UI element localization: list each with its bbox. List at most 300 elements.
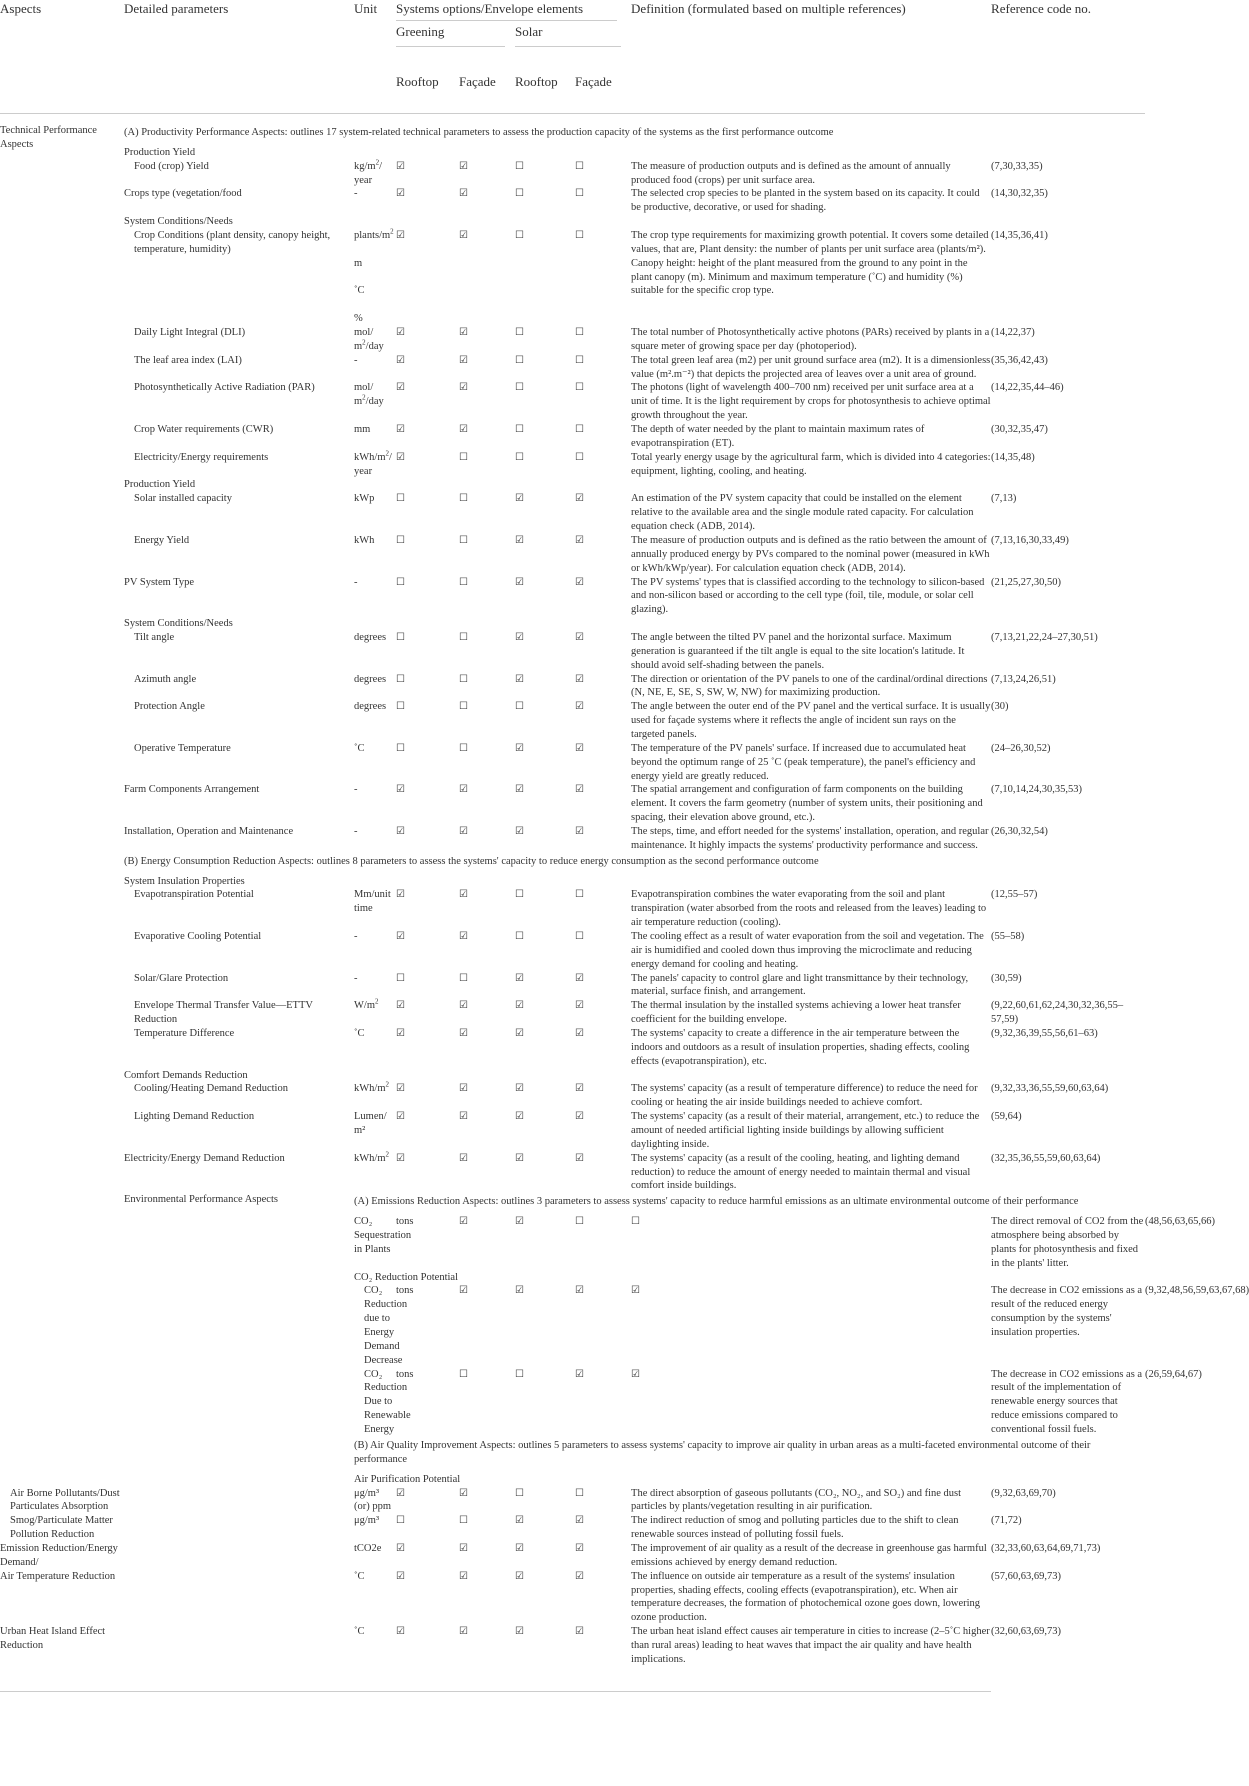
check-solar-rooftop: ☑: [515, 493, 524, 505]
header-aspects: Aspects: [0, 1, 42, 16]
check-greening-rooftop: ☑: [396, 451, 405, 463]
check-solar-rooftop: ☑: [515, 1152, 524, 1164]
check-solar-rooftop: ☐: [515, 188, 524, 200]
definition-text: The systems' capacity (as a result of the cooling, heating, and lighting demand reduction) to reduce the amount of energy needed to maintain thermal and visual comfort inside buildings.: [631, 1152, 971, 1192]
check-solar-facade: ☑: [575, 576, 584, 588]
definition-text: The spatial arrangement and configuration of farm components on the building element. It covers the farm geometry (number of system units, their positioning and spacing, their elevation above ground, etc.).: [631, 784, 983, 824]
check-greening-facade: ☐: [459, 576, 468, 588]
check-solar-facade: ☑: [575, 1000, 584, 1012]
check-solar-rooftop: ☐: [515, 354, 524, 366]
param-label: Azimuth angle: [134, 673, 197, 685]
check-solar-facade: ☐: [575, 889, 584, 901]
group-production-yield: Production Yield: [124, 479, 196, 491]
check-greening-rooftop: ☐: [396, 493, 405, 505]
check-solar-rooftop: ☑: [515, 1083, 524, 1095]
check-greening-rooftop: ☐: [396, 631, 405, 643]
unit-value: kWh/$m^2$: [354, 1150, 389, 1164]
group-insulation: System Insulation Properties: [124, 875, 245, 887]
unit-value: mol/ $m^2$/day: [354, 382, 384, 408]
check-solar-rooftop: ☑: [515, 1111, 524, 1123]
check-greening-facade: ☑: [459, 1570, 468, 1582]
param-label: Cooling/Heating Demand Reduction: [134, 1083, 288, 1095]
reference-codes: (9,32,63,69,70): [991, 1487, 1056, 1499]
param-label: Protection Angle: [134, 701, 205, 713]
group-air-purification: Air Purification Potential: [354, 1473, 461, 1485]
check-solar-rooftop: ☑: [575, 1285, 584, 1297]
table-row: [0, 930, 1145, 972]
check-solar-facade: ☐: [631, 1216, 641, 1228]
header-solar-facade: Façade: [575, 73, 631, 114]
reference-codes: (7,13,21,22,24–27,30,51): [991, 631, 1098, 643]
reference-codes: (32,33,60,63,64,69,71,73): [991, 1542, 1101, 1554]
definition-text: The indirect reduction of smog and polluting particles due to the shift to clean renewable sources instead of polluting fossil fuels.: [631, 1515, 959, 1541]
definition-text: The total green leaf area (m2) per unit ground surface area (m2). It is a dimensionless value (m².m⁻²) that depicts the projected area of leaves over a unit area of ground.: [631, 354, 991, 380]
check-solar-facade: ☐: [575, 230, 584, 242]
table-row: [0, 1152, 1145, 1194]
unit-value: tons: [396, 1285, 414, 1297]
param-label: Daily Light Integral (DLI): [134, 327, 246, 339]
check-solar-rooftop: ☑: [515, 1515, 524, 1527]
check-solar-rooftop: ☐: [515, 424, 524, 436]
definition-text: The panels' capacity to control glare and light transmittance by their technology, material, surface finish, and arrangement.: [631, 972, 969, 998]
check-greening-rooftop: ☑: [459, 1216, 468, 1228]
check-solar-facade: ☑: [575, 1111, 584, 1123]
header-greening: Greening: [396, 23, 515, 73]
reference-codes: (7,13): [991, 493, 1017, 505]
check-greening-facade: ☐: [459, 673, 468, 685]
check-greening-rooftop: ☑: [396, 160, 405, 172]
check-solar-facade: ☑: [575, 1515, 584, 1527]
check-solar-facade: ☐: [575, 451, 584, 463]
group-system-conditions: System Conditions/Needs: [124, 216, 233, 228]
param-label: Evaporative Cooling Potential: [134, 930, 262, 942]
check-greening-rooftop: ☑: [396, 1570, 405, 1582]
check-greening-rooftop: ☑: [396, 1028, 405, 1039]
check-solar-rooftop: ☑: [515, 784, 524, 796]
check-greening-rooftop: ☑: [396, 424, 405, 436]
definition-text: The depth of water needed by the plant to maintain maximum rates of evapotranspiration (ET).: [631, 424, 925, 449]
unit-value: Mm/unit time: [354, 889, 391, 915]
check-greening-facade: ☐: [459, 631, 468, 643]
param-label: Air Borne Pollutants/Dust Particulates Absorption: [10, 1487, 120, 1513]
reference-codes: (30,32,35,47): [991, 424, 1048, 436]
unit-value: tons: [396, 1216, 414, 1228]
check-solar-rooftop: ☐: [515, 701, 524, 713]
check-greening-rooftop: ☑: [396, 889, 405, 901]
header-greening-rooftop: Rooftop: [396, 73, 459, 114]
unit-value: degrees: [354, 673, 387, 685]
check-solar-facade: ☑: [575, 742, 584, 754]
aspect-environmental: Environmental Performance Aspects: [124, 1194, 278, 1206]
reference-codes: (7,30,33,35): [991, 160, 1043, 172]
table-row: [0, 825, 1145, 853]
check-greening-rooftop: ☐: [396, 1515, 405, 1527]
reference-codes: (9,32,36,39,55,56,61–63): [991, 1028, 1098, 1039]
check-solar-rooftop: ☑: [515, 1542, 524, 1554]
definition-text: The direct removal of CO2 from the atmosphere being absorbed by plants for photosynthesis and fixed in the plants' litter.: [991, 1216, 1144, 1269]
definition-text: Evapotranspiration combines the water evaporating from the soil and plant transpiration (water absorbed from the roots and released from the leaves) leading to air temperature reduction (cooling).: [631, 889, 987, 929]
check-greening-facade: ☑: [459, 1028, 468, 1039]
definition-text: The urban heat island effect causes air temperature in cities to increase (2–5˚C higher than rural areas) leading to heat waves that impact the air quality and have health implications.: [631, 1626, 990, 1665]
check-greening-facade: ☑: [459, 1000, 468, 1012]
check-greening-facade: ☑: [515, 1216, 524, 1228]
check-solar-rooftop: ☑: [515, 1000, 524, 1012]
check-solar-rooftop: ☑: [515, 825, 524, 837]
reference-codes: (12,55–57): [991, 889, 1038, 901]
reference-codes: (26,30,32,54): [991, 825, 1048, 837]
check-greening-facade: ☐: [459, 742, 468, 754]
check-greening-rooftop: ☐: [396, 673, 405, 685]
param-label: Crop Water requirements (CWR): [134, 424, 274, 436]
check-greening-rooftop: ☑: [396, 327, 405, 339]
check-solar-rooftop: ☑: [515, 972, 524, 984]
check-solar-facade: ☑: [575, 784, 584, 796]
check-greening-rooftop: ☐: [396, 972, 405, 984]
group-production-yield: Production Yield: [124, 146, 196, 158]
check-solar-rooftop: ☑: [515, 1626, 524, 1638]
check-greening-facade: ☐: [459, 493, 468, 505]
section-energy: (B) Energy Consumption Reduction Aspects: outlines 8 parameters to assess the systems' capacity to reduce energy consumption as the second performance outcome: [124, 855, 819, 867]
check-solar-facade: ☐: [575, 424, 584, 436]
table-row: [0, 187, 1145, 215]
table-row: [0, 972, 1145, 1000]
check-greening-rooftop: ☑: [459, 1285, 468, 1297]
definition-text: The direction or orientation of the PV panels to one of the cardinal/ordinal directions (N, NE, E, SE, S, SW, W, NW) for maximizing production.: [631, 673, 988, 699]
definition-text: The steps, time, and effort needed for the systems' installation, operation, and regular maintenance. It highly impacts the systems' productivity performance and success.: [631, 825, 989, 851]
check-solar-rooftop: ☑: [515, 742, 524, 754]
table-row: [0, 381, 1145, 423]
table-row: CO₂ Sequestration in Plants tons ☑ ☑ ☐ ☐ The direct removal of CO2 from the atmosphere being absorbed by plants for photosynthesis and fixed in the plants' litter. (48,56,63,65,66): [354, 1216, 1216, 1269]
check-greening-facade: ☑: [459, 930, 468, 942]
param-label: Installation, Operation and Maintenance: [124, 825, 294, 837]
definition-text: The photons (light of wavelength 400–700 nm) received per unit surface area at a unit of time. It is the light requirement by crops for photosynthesis to achieve optimal growth throughout the year.: [631, 382, 991, 422]
table-row: [0, 423, 1145, 451]
check-greening-facade: ☑: [459, 784, 468, 796]
param-label: Crop Conditions (plant density, canopy height, temperature, humidity): [134, 230, 331, 255]
table-row: [0, 742, 1145, 784]
aspect-technical: Technical Performance Aspects: [0, 125, 97, 150]
unit-value: $W/m^2$: [354, 997, 379, 1012]
check-solar-facade: ☐: [575, 930, 584, 942]
reference-codes: (14,30,32,35): [991, 188, 1048, 200]
table-row: [0, 451, 1145, 479]
definition-text: Total yearly energy usage by the agricultural farm, which is divided into 4 categories: equipment, lighting, cooling, and heating.: [631, 451, 991, 477]
table-row: [0, 534, 1145, 576]
param-label: Energy Yield: [134, 534, 190, 546]
check-solar-rooftop: ☑: [515, 1028, 524, 1039]
unit-value: kWh/$m^2/$ year: [354, 449, 392, 477]
group-co2-reduction: CO₂ Reduction Potential: [354, 1271, 458, 1283]
group-comfort: Comfort Demands Reduction: [124, 1069, 248, 1081]
param-label: CO₂ Reduction Due to Renewable Energy: [364, 1368, 411, 1436]
reference-codes: (14,22,35,44–46): [991, 382, 1064, 394]
section-emissions: (A) Emissions Reduction Aspects: outlines 3 parameters to assess systems' capacity to reduce harmful emissions as an ultimate environmental outcome of their performance: [354, 1196, 1079, 1208]
definition-text: The selected crop species to be planted in the system based on its capacity. It could be productive, decorative, or used for shading.: [631, 188, 980, 214]
table-row: [0, 354, 1145, 382]
check-greening-facade: ☑: [515, 1285, 524, 1297]
param-label: Smog/Particulate Matter Pollution Reduction: [10, 1515, 113, 1541]
reference-codes: (30): [991, 701, 1009, 713]
check-solar-rooftop: ☐: [575, 1216, 584, 1228]
check-greening-facade: ☑: [459, 1626, 468, 1638]
check-solar-rooftop: ☑: [515, 673, 524, 685]
check-solar-facade: ☐: [575, 1487, 584, 1499]
reference-codes: (14,35,36,41): [991, 230, 1048, 242]
definition-text: An estimation of the PV system capacity that could be installed on the element relative to the available area and the single module rated capacity. For calculation equation check (ADB, 2014).: [631, 493, 974, 533]
check-solar-facade: ☐: [575, 327, 584, 339]
header-definition: Definition (formulated based on multiple references): [631, 1, 906, 16]
check-greening-rooftop: ☑: [396, 1083, 405, 1095]
check-solar-facade: ☑: [575, 825, 584, 837]
group-system-conditions: System Conditions/Needs: [124, 618, 233, 630]
check-greening-rooftop: ☑: [396, 1111, 405, 1123]
check-greening-rooftop: ☑: [396, 382, 405, 394]
check-greening-facade: ☐: [515, 1368, 524, 1380]
check-greening-rooftop: ☐: [396, 534, 405, 546]
unit-value: -: [354, 784, 358, 796]
unit-value: -: [354, 354, 358, 366]
definition-text: The systems' capacity (as a result of temperature difference) to reduce the need for cooling or heating the air inside buildings needed to achieve comfort.: [631, 1083, 978, 1109]
definition-text: The systems' capacity (as a result of their material, arrangement, etc.) to reduce the amount of needed artificial lighting inside buildings by allowing sufficient daylighting inside.: [631, 1111, 980, 1150]
check-greening-facade: ☑: [459, 889, 468, 901]
check-solar-rooftop: ☑: [515, 576, 524, 588]
check-greening-facade: ☐: [459, 972, 468, 984]
unit-value: kWp: [354, 493, 375, 505]
table-row: CO₂ Reduction due to Energy Demand Decrease tons ☑ ☑ ☑ ☑ The decrease in CO2 emissions as a result of the reduced energy consumption by the systems' insulation properties. (9,32,48,56,59,63,67,68): [0, 1284, 1145, 1367]
definition-text: The influence on outside air temperature as a result of the systems' insulation properties, shading effects, cooling effects (evapotranspiration), etc. When air temperature decreases, the formation of photochemical ozone goes down, lowering ozone production.: [631, 1570, 981, 1624]
check-solar-facade: ☐: [575, 160, 584, 172]
reference-codes: (71,72): [991, 1515, 1022, 1527]
reference-codes: (7,13,24,26,51): [991, 673, 1056, 685]
table-row: [0, 888, 1145, 930]
check-solar-facade: ☑: [575, 1028, 584, 1039]
check-solar-facade: ☑: [575, 1152, 584, 1164]
param-label: Urban Heat Island Effect Reduction: [0, 1626, 106, 1651]
unit-value: μg/m³: [354, 1515, 380, 1527]
reference-codes: (9,22,60,61,62,24,30,32,36,55–57,59): [991, 1000, 1124, 1026]
header-greening-facade: Façade: [459, 73, 515, 114]
param-label: CO₂ Reduction due to Energy Demand Decrease: [364, 1285, 408, 1366]
param-label: Air Temperature Reduction: [0, 1570, 116, 1582]
unit-value: degrees: [354, 631, 387, 643]
unit-value: mol/ $m^2$/day: [354, 327, 384, 352]
check-solar-facade: ☑: [575, 673, 584, 685]
table-row: [0, 1027, 1145, 1069]
definition-text: The measure of production outputs and is defined as the amount of annually produced food (crops) per unit surface area.: [631, 160, 951, 186]
check-greening-rooftop: ☐: [459, 1368, 468, 1380]
check-solar-facade: ☑: [575, 972, 584, 984]
table-row: [0, 1082, 1145, 1110]
check-greening-facade: ☑: [459, 1111, 468, 1123]
check-solar-facade: ☑: [575, 493, 584, 505]
reference-codes: (55–58): [991, 930, 1025, 942]
table-row: [0, 160, 1145, 188]
check-greening-facade: ☑: [459, 825, 468, 837]
check-solar-rooftop: ☐: [515, 930, 524, 942]
table-row: [0, 1110, 1145, 1152]
check-greening-facade: ☐: [459, 1515, 468, 1527]
check-solar-rooftop: ☑: [575, 1368, 584, 1380]
reference-codes: (32,35,36,55,59,60,63,64): [991, 1152, 1101, 1164]
check-greening-facade: ☑: [459, 327, 468, 339]
param-label: Solar/Glare Protection: [134, 972, 229, 984]
param-label: PV System Type: [124, 576, 195, 588]
param-label: Electricity/Energy requirements: [134, 451, 269, 463]
unit-value: $kg/m^2/$ year: [354, 158, 383, 186]
check-greening-rooftop: ☑: [396, 230, 405, 242]
definition-text: The temperature of the PV panels' surface. If increased due to accumulated heat beyond the optimum range of 25 ˚C (peak temperature), the panel's efficiency and energy yield are greatly reduced.: [631, 742, 976, 782]
check-solar-facade: ☑: [575, 1542, 584, 1554]
param-label: Envelope Thermal Transfer Value—ETTV Reduction: [134, 1000, 313, 1026]
unit-value: -: [354, 972, 358, 984]
check-greening-facade: ☑: [459, 1083, 468, 1095]
check-solar-facade: ☑: [575, 1570, 584, 1582]
check-greening-facade: ☑: [459, 382, 468, 394]
check-greening-rooftop: ☑: [396, 188, 405, 200]
param-label: Operative Temperature: [134, 742, 231, 754]
check-greening-rooftop: ☐: [396, 742, 405, 754]
unit-value: -: [354, 930, 358, 942]
check-solar-rooftop: ☐: [515, 889, 524, 901]
definition-text: The total number of Photosynthetically active photons (PARs) received by plants in a square meter of growing space per day (photoperiod).: [631, 327, 990, 352]
reference-codes: (57,60,63,69,73): [991, 1570, 1062, 1582]
param-label: The leaf area index (LAI): [134, 354, 242, 366]
check-greening-facade: ☑: [459, 188, 468, 200]
check-greening-rooftop: ☑: [396, 825, 405, 837]
check-greening-rooftop: ☑: [396, 930, 405, 942]
check-solar-facade: ☑: [575, 631, 584, 643]
definition-text: The measure of production outputs and is defined as the ratio between the amount of annually produced energy by PVs compared to the nominal power (measured in kWh or kWh/kWp/year). For calculation equation check (ADB, 2014).: [631, 534, 990, 574]
check-greening-facade: ☑: [459, 354, 468, 366]
reference-codes: (24–26,30,52): [991, 742, 1051, 754]
check-greening-facade: ☑: [459, 230, 468, 242]
header-params: Detailed parameters: [124, 1, 229, 16]
definition-text: The cooling effect as a result of water evaporation from the soil and vegetation. The air is humidified and cooled down thus improving the microclimate and reducing energy demand for cooling and heating.: [631, 930, 984, 970]
header-unit: Unit: [354, 1, 378, 16]
check-greening-facade: ☑: [459, 1487, 468, 1499]
table-row: [0, 631, 1145, 673]
check-solar-facade: ☐: [575, 354, 584, 366]
unit-value: ˚C: [354, 1626, 365, 1638]
check-solar-rooftop: ☐: [515, 382, 524, 394]
unit-value: -: [354, 576, 358, 588]
param-label: Electricity/Energy Demand Reduction: [124, 1152, 285, 1164]
check-greening-rooftop: ☐: [396, 576, 405, 588]
section-air-quality: (B) Air Quality Improvement Aspects: outlines 5 parameters to assess systems' capacity to improve air quality in urban areas as a multi-faceted environmental outcome of their performance: [354, 1439, 1091, 1465]
param-label: CO₂ Sequestration in Plants: [354, 1216, 412, 1255]
definition-text: The PV systems' types that is classified according to the technology to silicon-based and non-silicon based or according to the cell type (foil, tile, module, or solar cell glazing).: [631, 576, 985, 616]
check-solar-facade: ☐: [575, 188, 584, 200]
unit-value: kWh: [354, 534, 375, 546]
reference-codes: (14,35,48): [991, 451, 1035, 463]
table-row: [0, 229, 1145, 326]
check-greening-rooftop: ☑: [396, 1487, 405, 1499]
table-row: [0, 492, 1145, 534]
definition-text: The crop type requirements for maximizing growth potential. It covers some detailed values, that are, Plant density: the number of plants per unit surface area (plants/m²). Canopy height: height of the plant measured from the ground to any point in the plant canopy (m). Minimum and maximum temperature (˚C) and humidity (%) suitable for the specific crop type.: [631, 230, 989, 297]
reference-codes: (21,25,27,30,50): [991, 576, 1062, 588]
header-solar-rooftop: Rooftop: [515, 73, 575, 114]
definition-text: The decrease in CO2 emissions as a result of the reduced energy consumption by the systems' insulation properties.: [991, 1285, 1143, 1339]
reference-codes: (30,59): [991, 972, 1022, 984]
definition-text: The decrease in CO2 emissions as a result of the implementation of renewable energy sources that reduce emissions compared to conventional fossil fuels.: [991, 1368, 1143, 1436]
check-greening-rooftop: ☑: [396, 1000, 405, 1012]
check-solar-facade: ☑: [575, 701, 584, 713]
unit-value: -: [354, 188, 358, 200]
section-productivity: (A) Productivity Performance Aspects: outlines 17 system-related technical parameters to assess the production capacity of the systems as the first performance outcome: [124, 127, 834, 138]
check-solar-rooftop: ☐: [515, 230, 524, 242]
param-label: Lighting Demand Reduction: [134, 1111, 255, 1123]
check-greening-rooftop: ☐: [396, 701, 405, 713]
table-row: [0, 576, 1145, 618]
unit-value: ˚C: [354, 742, 365, 754]
unit-value: μg/m³ (or) ppm: [354, 1487, 392, 1513]
check-solar-facade: ☑: [631, 1368, 641, 1380]
table-row: [0, 700, 1145, 742]
check-greening-facade: ☑: [459, 160, 468, 172]
check-solar-rooftop: ☐: [515, 451, 524, 463]
check-solar-facade: ☐: [575, 382, 584, 394]
check-solar-facade: ☑: [575, 1083, 584, 1095]
check-greening-facade: ☐: [459, 451, 468, 463]
param-label: Crops type (vegetation/food: [124, 188, 242, 200]
reference-codes: (59,64): [991, 1111, 1022, 1123]
unit-value: plants/$m^2$ m ˚C %: [354, 227, 394, 325]
table-row: [0, 999, 1145, 1027]
definition-text: The thermal insulation by the installed systems achieving a lower heat transfer coefficient for the building envelope.: [631, 1000, 961, 1026]
check-greening-facade: ☐: [459, 534, 468, 546]
check-greening-rooftop: ☑: [396, 354, 405, 366]
unit-value: Lumen/ m²: [354, 1111, 387, 1137]
unit-value: tCO2e: [354, 1542, 382, 1554]
header-reference: Reference code no.: [991, 1, 1092, 16]
definition-text: The direct absorption of gaseous pollutants (CO₂, NO₂, and SO₂) and fine dust particles by plants/vegetation resulting in air purification.: [631, 1487, 962, 1513]
check-greening-facade: ☑: [459, 1542, 468, 1554]
check-solar-rooftop: ☑: [515, 534, 524, 546]
param-label: Emission Reduction/Energy Demand/: [0, 1542, 118, 1568]
unit-value: -: [354, 825, 358, 837]
check-greening-rooftop: ☑: [396, 1626, 405, 1638]
table-row: [0, 673, 1145, 701]
reference-codes: (35,36,42,43): [991, 354, 1048, 366]
check-solar-rooftop: ☑: [515, 1570, 524, 1582]
check-solar-rooftop: ☐: [515, 327, 524, 339]
definition-text: The angle between the outer end of the PV panel and the vertical surface. It is usually used for façade systems where it reflects the angle of incident sun rays on the targeted panels.: [631, 701, 991, 740]
reference-codes: (9,32,33,36,55,59,60,63,64): [991, 1083, 1109, 1095]
check-solar-rooftop: ☐: [515, 1487, 524, 1499]
check-solar-rooftop: ☐: [515, 160, 524, 172]
reference-codes: (14,22,37): [991, 327, 1035, 339]
check-greening-rooftop: ☑: [396, 784, 405, 796]
check-greening-facade: ☑: [459, 1152, 468, 1164]
reference-codes: (32,60,63,69,73): [991, 1626, 1062, 1638]
table-row: [0, 783, 1145, 825]
unit-value: tons: [396, 1368, 414, 1380]
table-row: CO₂ Reduction Due to Renewable Energy tons ☐ ☐ ☑ ☑ The decrease in CO2 emissions as a result of the implementation of renewable energy sources that reduce emissions compared to conventional fossil fuels. (26,59,64,67): [0, 1368, 1145, 1437]
param-label: Farm Components Arrangement: [124, 784, 260, 796]
param-label: Solar installed capacity: [134, 493, 232, 505]
unit-value: ˚C: [354, 1570, 365, 1582]
check-greening-rooftop: ☑: [396, 1542, 405, 1554]
param-label: Food (crop) Yield: [134, 160, 209, 172]
param-label: Tilt angle: [134, 631, 175, 643]
check-solar-facade: ☑: [575, 534, 584, 546]
check-greening-facade: ☐: [459, 701, 468, 713]
unit-value: ˚C: [354, 1028, 365, 1039]
definition-text: The improvement of air quality as a result of the decrease in greenhouse gas harmful emissions achieved by energy demand reduction.: [631, 1542, 987, 1568]
check-solar-facade: ☑: [631, 1285, 641, 1297]
check-greening-facade: ☑: [459, 424, 468, 436]
header-solar: Solar: [515, 23, 631, 73]
